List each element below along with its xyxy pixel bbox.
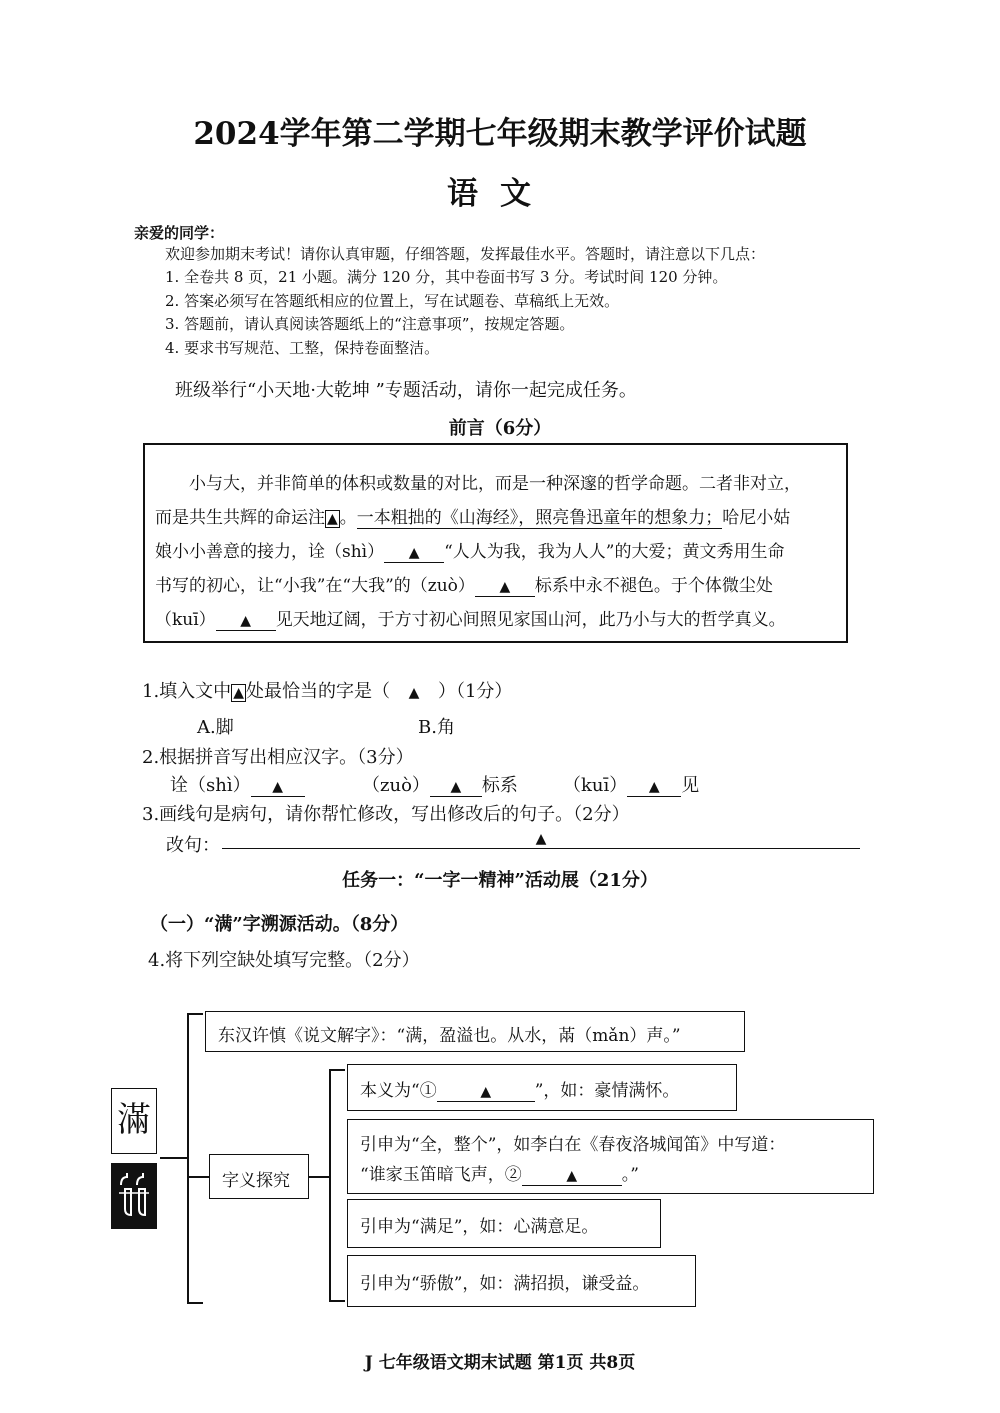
exam-title: 2024学年第二学期七年级期末教学评价试题 xyxy=(193,116,807,152)
greeting: 亲爱的同学： xyxy=(134,224,225,242)
branch-1-suffix: ”，如：豪情满怀。 xyxy=(534,1081,680,1101)
passage-line-4 xyxy=(155,571,773,597)
bracket-line xyxy=(329,1069,331,1302)
branch-box-2 xyxy=(347,1119,874,1194)
q3-stem: 3.画线句是病句，请你帮忙修改，写出修改后的句子。（2分） xyxy=(142,804,630,825)
passage-line-3 xyxy=(155,537,785,563)
passage-text: “人人为我，我为人人”的大爱；黄文秀用生命 xyxy=(444,542,785,562)
q1-option-b[interactable]: B.角 xyxy=(418,717,455,738)
connector-line xyxy=(160,1157,188,1159)
passage-line-5 xyxy=(155,605,786,631)
q2-pinyin: （zuò） xyxy=(362,775,430,796)
notice-item: 3. 答题前，请认真阅读答题纸上的“注意事项”，按规定答题。 xyxy=(165,315,575,333)
ancient-glyph: 滿 xyxy=(111,1088,157,1154)
preface-passage xyxy=(143,443,848,643)
pinyin-blank[interactable]: ▲ xyxy=(475,578,535,597)
q1-stem xyxy=(142,677,512,703)
meaning-box xyxy=(209,1154,309,1199)
q2-suffix: 见 xyxy=(681,775,700,796)
branch-3-text: 引申为“满足”，如：心满意足。 xyxy=(360,1217,599,1237)
source-text: 东汉许慎《说文解字》：“满，盈溢也。从水，㒼（mǎn）声。” xyxy=(218,1026,681,1046)
task1-heading: 任务一：“一字一精神”活动展（21分） xyxy=(342,870,658,891)
q2-item-3 xyxy=(563,771,699,797)
pinyin-blank[interactable]: ▲ xyxy=(216,612,276,631)
preface-heading: 前言（6分） xyxy=(448,418,552,439)
subject-title: 语文 xyxy=(447,176,553,212)
q2-stem: 2.根据拼音写出相应汉字。（3分） xyxy=(142,747,414,768)
notice-item: 1. 全卷共 8 页，21 小题。满分 120 分，其中卷面书写 3 分。考试时间 120 分钟。 xyxy=(165,268,728,286)
bracket-line xyxy=(187,1013,203,1015)
bronze-glyph xyxy=(111,1163,157,1229)
task1-section: （一）“满”字溯源活动。（8分） xyxy=(150,914,409,935)
underlined-sentence: 一本粗拙的《山海经》，照亮鲁迅童年的想象力； xyxy=(356,508,723,528)
bracket-line xyxy=(329,1069,345,1071)
branch-2-line-1: 引申为“全，整个”，如李白在《春夜洛城闻笛》中写道： xyxy=(360,1135,786,1155)
blank-marker: ▲ xyxy=(327,511,338,527)
bracket-line xyxy=(329,1300,345,1302)
branch-1-prefix: 本义为“① xyxy=(360,1081,437,1101)
passage-text: 。 xyxy=(339,508,357,528)
meaning-label: 字义探究 xyxy=(222,1171,290,1191)
branch-2-prefix: “谁家玉笛暗飞声，② xyxy=(360,1165,522,1185)
answer-blank-2[interactable]: ▲ xyxy=(522,1167,622,1186)
passage-text: （kuī） xyxy=(155,610,216,630)
q1-option-a[interactable]: A.脚 xyxy=(197,717,234,738)
answer-blank[interactable]: ▲ xyxy=(627,778,681,797)
branch-4-text: 引申为“骄傲”，如：满招损，谦受益。 xyxy=(360,1274,650,1294)
pinyin-blank[interactable]: ▲ xyxy=(384,544,444,563)
blank-marker: ▲ xyxy=(233,685,244,701)
branch-2-line-2 xyxy=(360,1160,639,1186)
passage-line-2 xyxy=(155,503,790,528)
answer-blank-1[interactable]: ▲ xyxy=(437,1083,535,1102)
q2-pinyin: （kuī） xyxy=(563,775,628,796)
notice-item: 4. 要求书写规范、工整，保持卷面整洁。 xyxy=(165,339,440,357)
branch-box-4 xyxy=(347,1255,696,1307)
connector-line xyxy=(309,1176,329,1178)
passage-text: 娘小小善意的接力，诠（shì） xyxy=(155,542,385,562)
branch-2-suffix: 。” xyxy=(621,1165,639,1185)
notice-item: 2. 答案必须写在答题纸相应的位置上，写在试题卷、草稿纸上无效。 xyxy=(165,292,620,310)
q1-stem-text: ）（1分） xyxy=(437,681,513,702)
q2-suffix: 标系 xyxy=(481,775,518,796)
q2-pinyin: 诠（shì） xyxy=(170,775,251,796)
branch-box-3 xyxy=(347,1199,661,1248)
bracket-line xyxy=(187,1302,203,1304)
connector-line xyxy=(189,1176,209,1178)
notice-intro: 欢迎参加期末考试！请你认真审题，仔细答题，发挥最佳水平。答题时，请注意以下几点： xyxy=(165,245,766,263)
branch-box-1 xyxy=(347,1064,737,1111)
answer-marker[interactable]: ▲ xyxy=(408,685,420,701)
vessel-icon xyxy=(111,1163,157,1229)
activity-intro: 班级举行“小天地·大乾坤 ”专题活动，请你一起完成任务。 xyxy=(175,380,637,401)
q1-stem-text: 1.填入文中 xyxy=(142,681,232,702)
q2-item-2 xyxy=(362,771,518,797)
source-box xyxy=(205,1011,745,1052)
q2-item-1 xyxy=(170,771,305,797)
branch-1-text xyxy=(360,1076,679,1102)
q3-label: 改句： xyxy=(166,835,220,856)
passage-text: 而是共生共辉的命运注 xyxy=(155,508,325,528)
passage-text: 见天地辽阔，于方寸初心间照见家国山河，此乃小与大的哲学真义。 xyxy=(275,610,786,630)
passage-text: 标系中永不褪色。于个体微尘处 xyxy=(534,576,773,596)
passage-text: 书写的初心，让“小我”在“大我”的（zuò） xyxy=(155,576,475,596)
passage-line-1: 小与大，并非简单的体积或数量的对比，而是一种深邃的哲学命题。二者非对立， xyxy=(189,474,801,494)
q3-answer-line[interactable]: ▲ xyxy=(222,830,860,849)
passage-text: 哈尼小姑 xyxy=(722,508,791,528)
q1-stem-text: 处最恰当的字是（ xyxy=(245,681,390,702)
q4-stem: 4.将下列空缺处填写完整。（2分） xyxy=(148,950,420,971)
page-footer: J 七年级语文期末试题 第1页 共8页 xyxy=(364,1353,636,1373)
answer-blank[interactable]: ▲ xyxy=(430,778,482,797)
answer-blank[interactable]: ▲ xyxy=(251,778,305,797)
